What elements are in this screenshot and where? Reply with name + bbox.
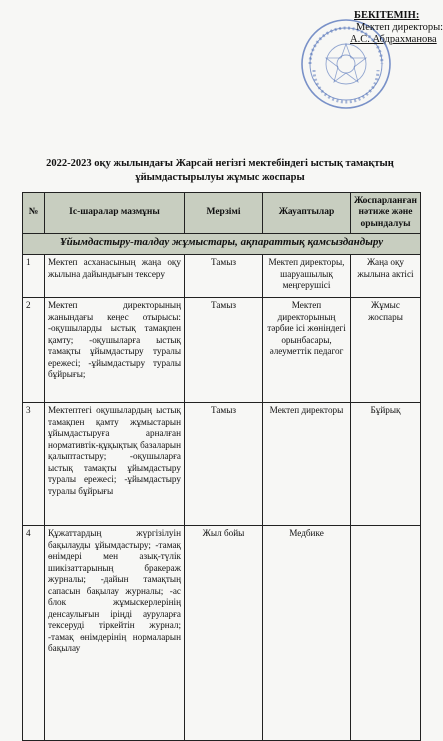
row-num: 3 — [23, 403, 45, 526]
header-deadline: Мерзімі — [185, 193, 263, 234]
row-responsible: Мектеп директоры, шаруашылық меңгерушісі — [263, 255, 351, 298]
approval-title: БЕКІТЕМІН: — [354, 10, 420, 21]
section-title: Ұйымдастыру-талдау жұмыстары, ақпараттық қамсыздандыру — [23, 234, 421, 255]
row-responsible: Мектеп директорының тәрбие ісі жөніндегі орынбасары, әлеуметтік педагог — [263, 298, 351, 403]
row-num: 1 — [23, 255, 45, 298]
table-row — [23, 255, 421, 298]
row-activity: Мектеп директорының жанындағы кеңес отырысы: -оқушыларды ыстық тамақпен қамту; -оқушыларға ыстық тамақты ұйымдастыру туралы ережесі; -ұйымдастыру туралы бұйрығы; — [45, 298, 185, 403]
row-activity: Құжаттардың жүргізілуін бақылауды ұйымдастыру; -тамақ өнімдері мен азық-түлік шикізаттарының бракераж журналы; -дайын тамақтың сапасын бақылау журналы; -ас блок жұмыскерлерінің денсаулығын іріңді ауруларға тексеруді тіркейтін журнал; -тамақ өнімдерінің нормаларын бақылау — [45, 526, 185, 741]
approval-position: Мектеп директоры: — [356, 22, 443, 33]
row-num: 2 — [23, 298, 45, 403]
approval-name: А.С. Абдрахманова — [350, 34, 437, 45]
row-result: Бұйрық — [351, 403, 421, 526]
table-row — [23, 403, 421, 526]
approval-block — [300, 10, 443, 46]
table-row — [23, 298, 421, 403]
table-row — [23, 526, 421, 741]
row-deadline: Тамыз — [185, 255, 263, 298]
row-deadline: Тамыз — [185, 403, 263, 526]
row-result: Жұмыс жоспары — [351, 298, 421, 403]
table-header-row — [23, 193, 421, 234]
document-title-line1: 2022-2023 оқу жылындағы Жарсай негізгі мектебіндегі ыстық тамақтың — [46, 158, 394, 169]
row-result — [351, 526, 421, 741]
row-activity: Мектептегі оқушылардың ыстық тамақпен қамту жұмыстарын ұйымдастыруға арналған нормативтік-құқықтық базаларын қалыптастыру; -оқушыларға ыстық тамақты ұйымдастыру туралы ережесі; -ұйымдастыру туралы бұйрығы — [45, 403, 185, 526]
row-responsible: Мектеп директоры — [263, 403, 351, 526]
row-deadline: Тамыз — [185, 298, 263, 403]
row-result: Жаңа оқу жылына актісі — [351, 255, 421, 298]
header-result: Жоспарланған нәтиже және орындалуы — [351, 193, 421, 234]
header-activity: Іс-шаралар мазмұны — [45, 193, 185, 234]
section-row — [23, 234, 421, 255]
row-deadline: Жыл бойы — [185, 526, 263, 741]
row-responsible: Медбике — [263, 526, 351, 741]
document-title — [30, 157, 410, 185]
row-activity: Мектеп асханасының жаңа оқу жылына дайындығын тексеру — [45, 255, 185, 298]
header-responsible: Жауаптылар — [263, 193, 351, 234]
header-num: № — [23, 193, 45, 234]
row-num: 4 — [23, 526, 45, 741]
document-title-line2: ұйымдастырылуы жұмыс жоспары — [135, 172, 305, 183]
plan-table — [22, 192, 421, 741]
